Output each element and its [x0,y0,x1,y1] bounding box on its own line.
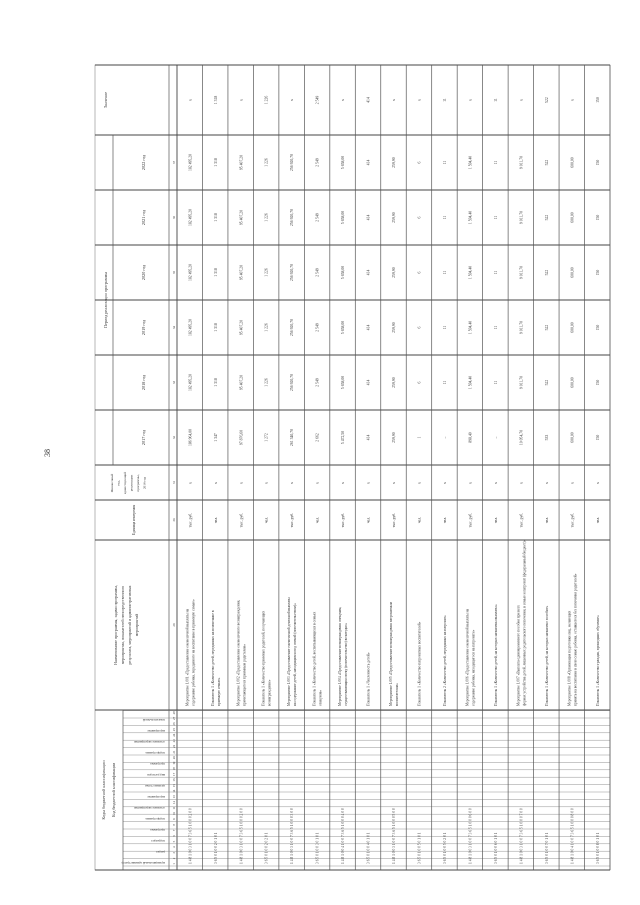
row-value-2017: 261 340,70 [290,428,295,447]
row-name: Мероприятие 1.008 «Организация подготовки лиц, желающих [567,610,572,706]
row-value-2017: 1 [417,436,422,439]
row-value-2018: 150 [595,379,600,386]
row-value-2018: 256 920,70 [290,373,295,392]
row-name: Мероприятие 1.007 «Выплата единовременного пособия при всех [516,605,521,706]
finance-column-header: год, [116,480,121,486]
row-value-2019: 11 [493,325,498,330]
column-number: 21 [172,750,176,754]
row-value-2018: 6 [417,381,422,384]
code-column-header: мероприятие [147,729,165,733]
row-value-2021: 6 [417,216,422,219]
row-codes: 3 6 5 0 1 0 0 6 0 1 0 1 [493,832,498,864]
finance-column-header: Финансовый [110,473,114,493]
year-header: 2022 год [141,154,146,171]
row-value-2021: 1 594,40 [468,210,473,225]
row-unit: чел. [595,516,600,524]
row-value-2020: 414 [366,269,371,276]
row-final: х [392,99,397,101]
row-value-2017: – [443,436,448,439]
row-base: х [392,482,397,484]
row-final: 2 549 [315,95,320,105]
row-value-2021: 256 920,70 [290,208,295,227]
row-value-2017: 150 [595,434,600,441]
row-base: х [443,482,448,484]
row-value-2019: 11 [443,325,448,330]
year-header: 2018 год [141,374,146,391]
column-number: 30 [172,518,176,522]
row-value-2018: 11 [493,380,498,385]
row-name: Показатель 1 «Количество детей, переданных на воспитание в [210,610,215,706]
row-unit: чел. [366,516,371,524]
row-value-2020: 259,90 [392,267,397,278]
row-value-2021: 182 495,20 [188,208,193,227]
row-value-2022: 259,90 [392,157,397,168]
row-value-2022: 600,00 [570,157,575,168]
column-number: 12 [172,800,176,804]
row-value-2019: 522 [544,324,549,331]
row-unit: чел. [493,516,498,524]
row-value-2021: 1 226 [264,213,269,222]
row-final: х [290,99,295,101]
row-value-2017: 1 272 [264,433,269,442]
row-unit: чел. [544,516,549,524]
row-name: Показатель 1 «Количество детей, на которых назначено пособие» [544,605,549,706]
row-name: Показатель 2 «Количество детей, переданных на патронат» [443,615,448,706]
row-name: осуществляющим опеку (попечительство) возмездно» [344,622,349,706]
row-unit: тыс. руб. [519,512,524,528]
row-name: Показатель 1 «Количество граждан, прошедших обучение» [595,615,600,706]
row-final: х [417,99,422,101]
row-value-2021: 11 [493,215,498,220]
row-codes: 1 4 8 1 0 0 4 1 0 0 7 3 6 5 1 0 0 0 8 0 0 [570,808,575,864]
column-number: 8 [172,824,176,826]
row-value-2017: 259,90 [392,432,397,443]
row-value-2020: 2 549 [315,268,320,277]
column-number: 10 [172,812,176,816]
row-value-2019: 1 318 [213,323,218,332]
row-unit: тыс. руб. [188,512,193,528]
code-column-header: подпрограмма [145,751,165,755]
row-value-2018: 414 [366,379,371,386]
row-value-2020: 522 [544,269,549,276]
row-unit: тыс. руб. [239,512,244,528]
row-final: 1 318 [213,95,218,105]
code-column-header: целевая статья [145,784,165,788]
row-codes: 1 4 8 1 0 0 3 1 0 0 7 3 6 5 1 0 0 0 5 0 0 [392,808,397,864]
row-name: опекунов» [318,689,323,706]
row-value-2022: 182 495,20 [188,153,193,172]
row-value-2022: 150 [595,159,600,166]
column-number: 22 [172,744,176,748]
row-value-2020: 9 011,70 [519,265,524,280]
row-value-2021: 522 [544,214,549,221]
row-name: Показатель 1 «Количество патронатных воспитателей» [417,621,422,706]
row-base: х [315,482,320,484]
row-unit: чел. [417,516,422,524]
row-base: х [493,482,498,484]
row-final: х [519,99,524,101]
column-number: 18 [172,767,176,771]
row-value-2019: 95 407,20 [239,319,244,336]
codes-title: Коды бюджетной классификации [101,760,106,820]
row-unit: тыс. руб. [341,512,346,528]
row-name: Мероприятие 1.006 «Предоставление ежемесячной выплаты на [465,608,470,706]
row-value-2020: 182 495,20 [188,263,193,282]
row-value-2022: 95 407,20 [239,154,244,171]
column-number: 14 [172,789,176,793]
column-number: 28 [172,711,176,715]
column-number: 19 [172,761,176,765]
row-base: х [595,482,600,484]
row-value-2022: 11 [493,160,498,165]
row-value-2020: 1 318 [213,268,218,277]
row-value-2018: 1 594,40 [468,375,473,390]
row-codes: 1 4 8 1 0 0 3 1 0 0 7 3 6 5 1 0 0 0 6 0 0 [468,808,473,864]
column-number: 34 [172,325,176,330]
column-number: 29 [172,623,176,627]
row-unit: чел. [264,516,269,524]
row-value-2021: 600,00 [570,212,575,223]
row-base: х [417,482,422,484]
row-name: Мероприятие 1.001 «Предоставление ежемесячной выплаты на [185,608,190,706]
page-number: 38 [43,449,52,457]
row-final: 414 [366,97,371,103]
row-name: содержание ребенка, переданного на воспитание в приемную семью» [191,599,196,706]
row-name: Мероприятие 1.005 «Предоставление вознаграждения патронатным [389,601,394,706]
row-unit: чел. [443,516,448,524]
code-column-header: программа [150,828,165,832]
column-number: 33 [172,380,176,385]
row-value-2019: 600,00 [570,322,575,333]
row-value-2019: 259,90 [392,322,397,333]
row-name: причитающегося приемным родителям» [242,644,247,706]
row-value-2022: 1 318 [213,158,218,167]
row-value-2022: 6 [417,161,422,164]
row-unit: тыс. руб. [392,512,397,528]
row-base: х [468,482,473,484]
row-value-2018: 5 658,00 [341,375,346,390]
row-value-2022: 9 011,70 [519,155,524,170]
row-unit: тыс. руб. [468,512,473,528]
row-final: х [570,99,575,101]
column-number: 35 [172,270,176,275]
row-value-2017: 5 472,50 [341,430,346,445]
row-name: Мероприятие 1.004 «Предоставление вознаграждения опекунам, [338,606,343,706]
column-number: 13 [172,795,176,799]
row-base: х [570,482,575,484]
row-value-2021: 2 549 [315,213,320,222]
row-value-2019: 6 [417,326,422,329]
column-number: 32 [172,435,176,440]
row-value-2020: 11 [443,270,448,275]
row-final: х [239,99,244,101]
row-unit: чел. [213,516,218,524]
row-value-2020: 1 226 [264,268,269,277]
column-number: 37 [172,160,176,165]
row-value-2020: 600,00 [570,267,575,278]
code-column-header: показатель/иной [142,718,165,722]
row-value-2017: 10 054,70 [519,429,524,446]
row-value-2018: 95 407,20 [239,374,244,391]
row-base: х [290,482,295,484]
column-number: 3 [172,852,176,854]
row-name: принять на воспитание в свою семью ребенка, оставшегося без попечения родителей» [573,573,578,706]
row-value-2022: 1 226 [264,158,269,167]
row-base: х [213,482,218,484]
row-value-2022: 414 [366,159,371,166]
row-codes: 1 4 8 1 0 0 3 1 0 0 7 3 6 5 1 0 0 0 2 0 0 [188,808,193,864]
row-value-2017: 2 662 [315,433,320,442]
column-number: 27 [172,716,176,720]
name-column-header: мероприятий [134,613,139,637]
row-value-2018: 522 [544,379,549,386]
row-value-2022: 2 549 [315,158,320,167]
row-value-2019: 1 226 [264,323,269,332]
code-column-header: вид расходов [147,773,165,777]
year-header: 2021 год [141,209,146,226]
row-value-2018: 9 011,70 [519,375,524,390]
code-column-header: раздел [156,850,165,854]
row-name: приемную семью» [216,677,221,706]
code-column-header: муниципальный администратор [121,861,165,865]
row-value-2017: 186 964,00 [188,428,193,447]
name-column-header: мероприятия, показателей непосредственного [120,585,125,665]
column-number: 25 [172,728,176,732]
row-codes: 3 6 5 0 1 0 0 8 0 1 0 1 [595,832,600,864]
row-name: формах устройства детей, лишенных родительского попечения, в семью и патронат (федеральный бюджет)» [522,539,527,706]
row-value-2017: 898,40 [468,432,473,443]
year-header: 2017 год [141,429,146,446]
period-header: Период реализации программы [103,271,108,329]
row-value-2021: 5 658,00 [341,210,346,225]
row-value-2018: 2 549 [315,378,320,387]
row-value-2018: 259,90 [392,377,397,388]
row-value-2021: 414 [366,214,371,221]
row-base: х [341,482,346,484]
finance-column-header: 2016 год [142,476,147,490]
final-column-header: Значение [103,91,108,109]
column-number: 36 [172,215,176,220]
row-codes: 3 6 5 0 1 0 0 5 0 1 0 1 [417,832,422,864]
row-codes: 1 4 8 1 0 0 3 1 0 0 7 3 6 5 1 0 0 0 7 0 0 [519,808,524,864]
row-unit: чел. [315,516,320,524]
row-value-2021: 95 407,20 [239,209,244,226]
column-number: 16 [172,778,176,782]
name-column-header: Наименование программы, задачи программы, [113,585,118,665]
row-final: х [188,99,193,101]
row-value-2022: 256 920,70 [290,153,295,172]
column-number: 23 [172,739,176,743]
row-codes: 3 6 5 0 1 0 0 3 0 1 0 1 [315,832,320,864]
row-value-2021: 259,90 [392,212,397,223]
row-value-2017: 414 [366,434,371,441]
column-number: 11 [172,806,176,810]
row-unit: тыс. руб. [570,512,575,528]
column-number: 5 [172,840,176,843]
row-base: х [544,482,549,484]
row-value-2020: 150 [595,269,600,276]
column-number: 4 [172,846,176,848]
row-value-2019: 182 495,20 [188,318,193,337]
row-value-2018: 1 318 [213,378,218,387]
row-name: на содержание детей, находящихся под опекой (попечительством)» [293,603,298,706]
row-name: воспитателям» [395,683,400,706]
row-name: Мероприятие 1.003 «Предоставление ежемесячной денежной выплаты [287,597,292,706]
name-column-header: результата, мероприятий и административных [127,585,132,665]
column-number: 20 [172,756,176,760]
column-number: 9 [172,818,176,820]
row-codes: 1 4 8 1 0 0 4 1 0 0 7 3 6 5 1 0 0 0 4 0 0 [341,808,346,864]
table-frame [95,65,610,870]
row-value-2020: 256 920,70 [290,263,295,282]
row-codes: 3 6 5 0 1 0 0 4 0 1 0 1 [366,832,371,864]
row-name: Показатель 1 «Численность детей» [366,652,371,706]
column-number: 2 [172,857,176,860]
code-column-header: основное мероприятие [133,740,165,744]
column-number: 7 [172,829,176,832]
finance-column-header: реализации [129,474,134,492]
row-value-2019: 256 920,70 [290,318,295,337]
row-value-2019: 414 [366,324,371,331]
row-value-2017: 533 [544,434,549,441]
row-codes: 3 6 5 0 1 0 0 2 0 1 0 1 [213,832,218,864]
row-final: 11 [443,98,448,102]
row-final: 1 226 [264,95,269,105]
row-base: х [366,482,371,484]
row-base: х [188,482,193,484]
row-name: содержание ребенка, находящегося на патронате» [471,629,476,706]
row-value-2017: 600,00 [570,432,575,443]
row-name: Показатель 1 «Количество детей, воспитывающихся в семьях [312,611,317,706]
row-name: Показатель 1 «Количество детей, на которых назначены выплаты» [493,604,498,706]
row-final: 11 [493,98,498,102]
row-final: 150 [595,97,600,103]
year-header: 2020 год [141,264,146,281]
row-codes: 3 6 5 0 1 0 0 5 0 2 0 1 [443,832,448,864]
row-final: х [341,99,346,101]
row-value-2017: 1 347 [213,433,218,442]
row-value-2020: 6 [417,271,422,274]
unit-column-header: Единица измерения [132,504,136,536]
column-number: 15 [172,784,176,788]
row-codes: 1 4 8 1 0 0 3 1 0 0 7 3 6 5 1 0 0 0 2 0 0 [239,808,244,864]
code-column-header: программа [150,762,165,766]
code-column-header: основное мероприятие [133,806,165,810]
row-value-2021: 1 318 [213,213,218,222]
row-value-2021: 9 011,70 [519,210,524,225]
column-number: 26 [172,722,176,726]
row-value-2018: 11 [443,380,448,385]
row-value-2021: 150 [595,214,600,221]
row-value-2017: 97 876,60 [239,429,244,446]
row-value-2022: 5 658,00 [341,155,346,170]
row-value-2022: 11 [443,160,448,165]
row-final: х [468,99,473,101]
code-column-header: подраздел [151,839,165,843]
row-value-2021: 11 [443,215,448,220]
row-value-2018: 1 226 [264,378,269,387]
row-value-2020: 11 [493,270,498,275]
row-value-2020: 1 594,40 [468,265,473,280]
row-codes: 3 6 5 0 1 0 0 2 0 2 0 1 [264,832,269,864]
row-codes: 3 6 5 0 1 0 0 7 0 1 0 1 [544,832,549,864]
finance-column-header: программы, [136,474,140,492]
row-base: х [239,482,244,484]
row-name: Показатель 1 «Количество приемных родителей, получающих [261,610,266,706]
row-value-2019: 2 549 [315,323,320,332]
row-value-2022: 1 594,40 [468,155,473,170]
code-column-header: мероприятие [147,795,165,799]
row-value-2018: 600,00 [570,377,575,388]
codes-subtitle: Код бюджетной классификации [111,763,116,817]
row-base: х [264,482,269,484]
row-codes: 1 4 8 1 0 0 3 1 0 0 7 3 6 5 1 0 0 0 3 0 0 [290,808,295,864]
row-value-2017: – [493,436,498,439]
row-value-2019: 9 011,70 [519,320,524,335]
finance-column-header: едшествующий [123,471,127,495]
row-value-2020: 5 658,00 [341,265,346,280]
row-value-2019: 1 594,40 [468,320,473,335]
row-base: х [519,482,524,484]
row-value-2019: 150 [595,324,600,331]
row-value-2019: 5 658,00 [341,320,346,335]
column-number: 24 [172,733,176,737]
column-number: 17 [172,772,176,776]
row-name: Мероприятие 1.002 «Предоставление ежемесячного вознаграждения, [236,599,241,706]
row-value-2018: 182 495,20 [188,373,193,392]
column-number: 31 [172,480,176,485]
row-unit: тыс. руб. [290,512,295,528]
row-final: 522 [544,97,549,103]
row-value-2020: 95 407,20 [239,264,244,281]
column-number: 1 [172,863,176,865]
row-value-2022: 522 [544,159,549,166]
column-number: 6 [172,835,176,837]
year-header: 2019 год [141,319,146,336]
code-column-header: подпрограмма [145,817,165,821]
row-name: вознаграждение» [267,679,272,706]
